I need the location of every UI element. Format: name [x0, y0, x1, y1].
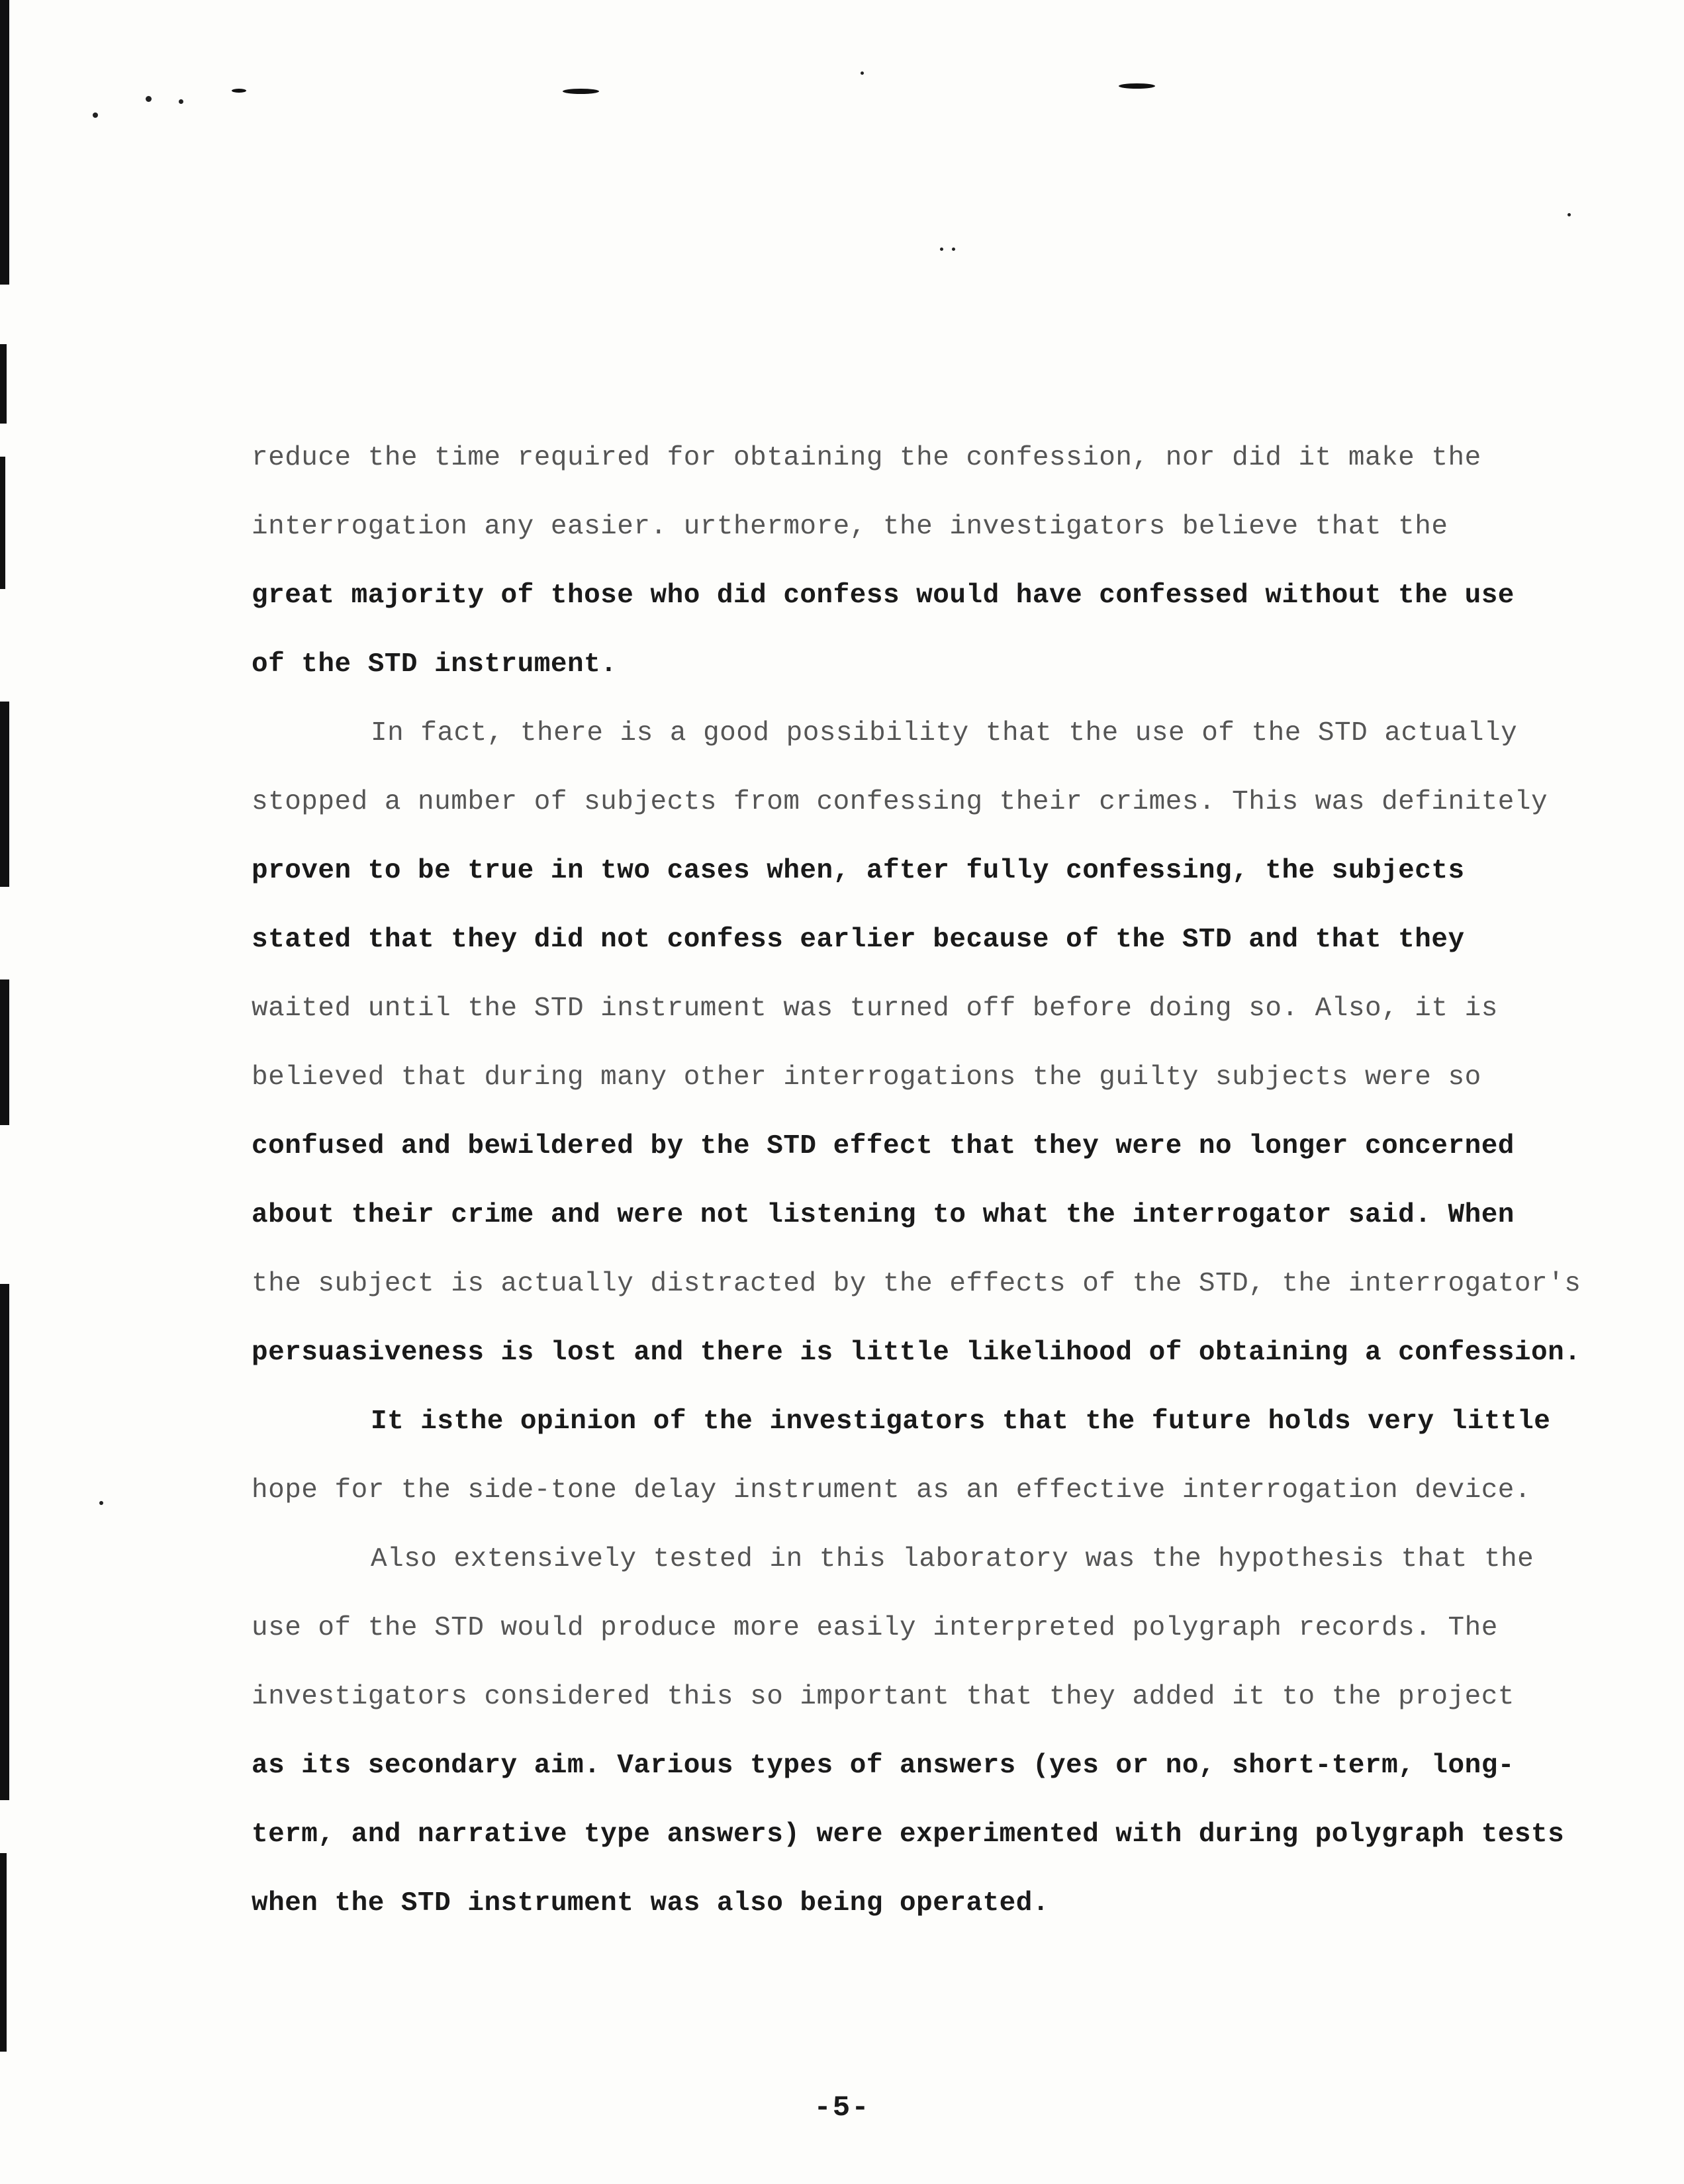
scan-speck: [93, 113, 98, 118]
scan-edge-mark: [0, 702, 9, 887]
page-number: -5-: [814, 2091, 870, 2124]
text-line: proven to be true in two cases when, after fully confessing, the subjects: [252, 856, 1465, 886]
text-line: term, and narrative type answers) were experimented with during polygraph tests: [252, 1819, 1565, 1850]
scan-edge-mark: [0, 1853, 7, 2052]
scan-edge-mark: [0, 0, 9, 285]
text-line: about their crime and were not listening to what the interrogator said. When: [252, 1200, 1515, 1230]
scan-speck: [861, 71, 864, 75]
scan-speck: [1567, 213, 1571, 216]
text-line: hope for the side-tone delay instrument as an effective interrogation device.: [252, 1475, 1532, 1506]
scan-edge-mark: [0, 1284, 9, 1800]
scan-dash: [563, 89, 599, 94]
scan-speck: [940, 248, 943, 251]
text-line: the subject is actually distracted by the effects of the STD, the interrogator's: [252, 1269, 1581, 1299]
text-line: persuasiveness is lost and there is little likelihood of obtaining a confession.: [252, 1338, 1581, 1368]
scan-speck: [952, 248, 955, 251]
scan-edge-mark: [0, 344, 7, 424]
scan-speck: [99, 1501, 103, 1505]
scan-edge-mark: [0, 979, 9, 1125]
scan-edge-mark: [0, 457, 5, 589]
text-line: interrogation any easier. urthermore, the investigators believe that the: [252, 512, 1448, 542]
text-line: investigators considered this so important that they added it to the project: [252, 1682, 1515, 1712]
text-line: Also extensively tested in this laboratory was the hypothesis that the: [371, 1544, 1534, 1574]
scan-speck: [146, 96, 152, 102]
text-line: It isthe opinion of the investigators that the future holds very little: [371, 1406, 1551, 1437]
text-line: stated that they did not confess earlier because of the STD and that they: [252, 925, 1465, 955]
text-line: of the STD instrument.: [252, 649, 618, 680]
text-line: when the STD instrument was also being operated.: [252, 1888, 1049, 1919]
scan-dash: [232, 89, 246, 93]
text-line: believed that during many other interrogations the guilty subjects were so: [252, 1062, 1481, 1093]
text-line: In fact, there is a good possibility that the use of the STD actually: [371, 718, 1518, 749]
text-line: confused and bewildered by the STD effect that they were no longer concerned: [252, 1131, 1515, 1161]
text-line: waited until the STD instrument was turned off before doing so. Also, it is: [252, 993, 1498, 1024]
text-line: great majority of those who did confess would have confessed without the use: [252, 580, 1515, 611]
text-line: use of the STD would produce more easily interpreted polygraph records. The: [252, 1613, 1498, 1643]
scan-speck: [179, 99, 183, 104]
text-line: stopped a number of subjects from confessing their crimes. This was definitely: [252, 787, 1548, 817]
body-text: [252, 424, 1602, 1938]
scan-dash: [1119, 83, 1155, 89]
text-line: reduce the time required for obtaining the confession, nor did it make the: [252, 443, 1481, 473]
text-line: as its secondary aim. Various types of answers (yes or no, short-term, long-: [252, 1751, 1515, 1781]
